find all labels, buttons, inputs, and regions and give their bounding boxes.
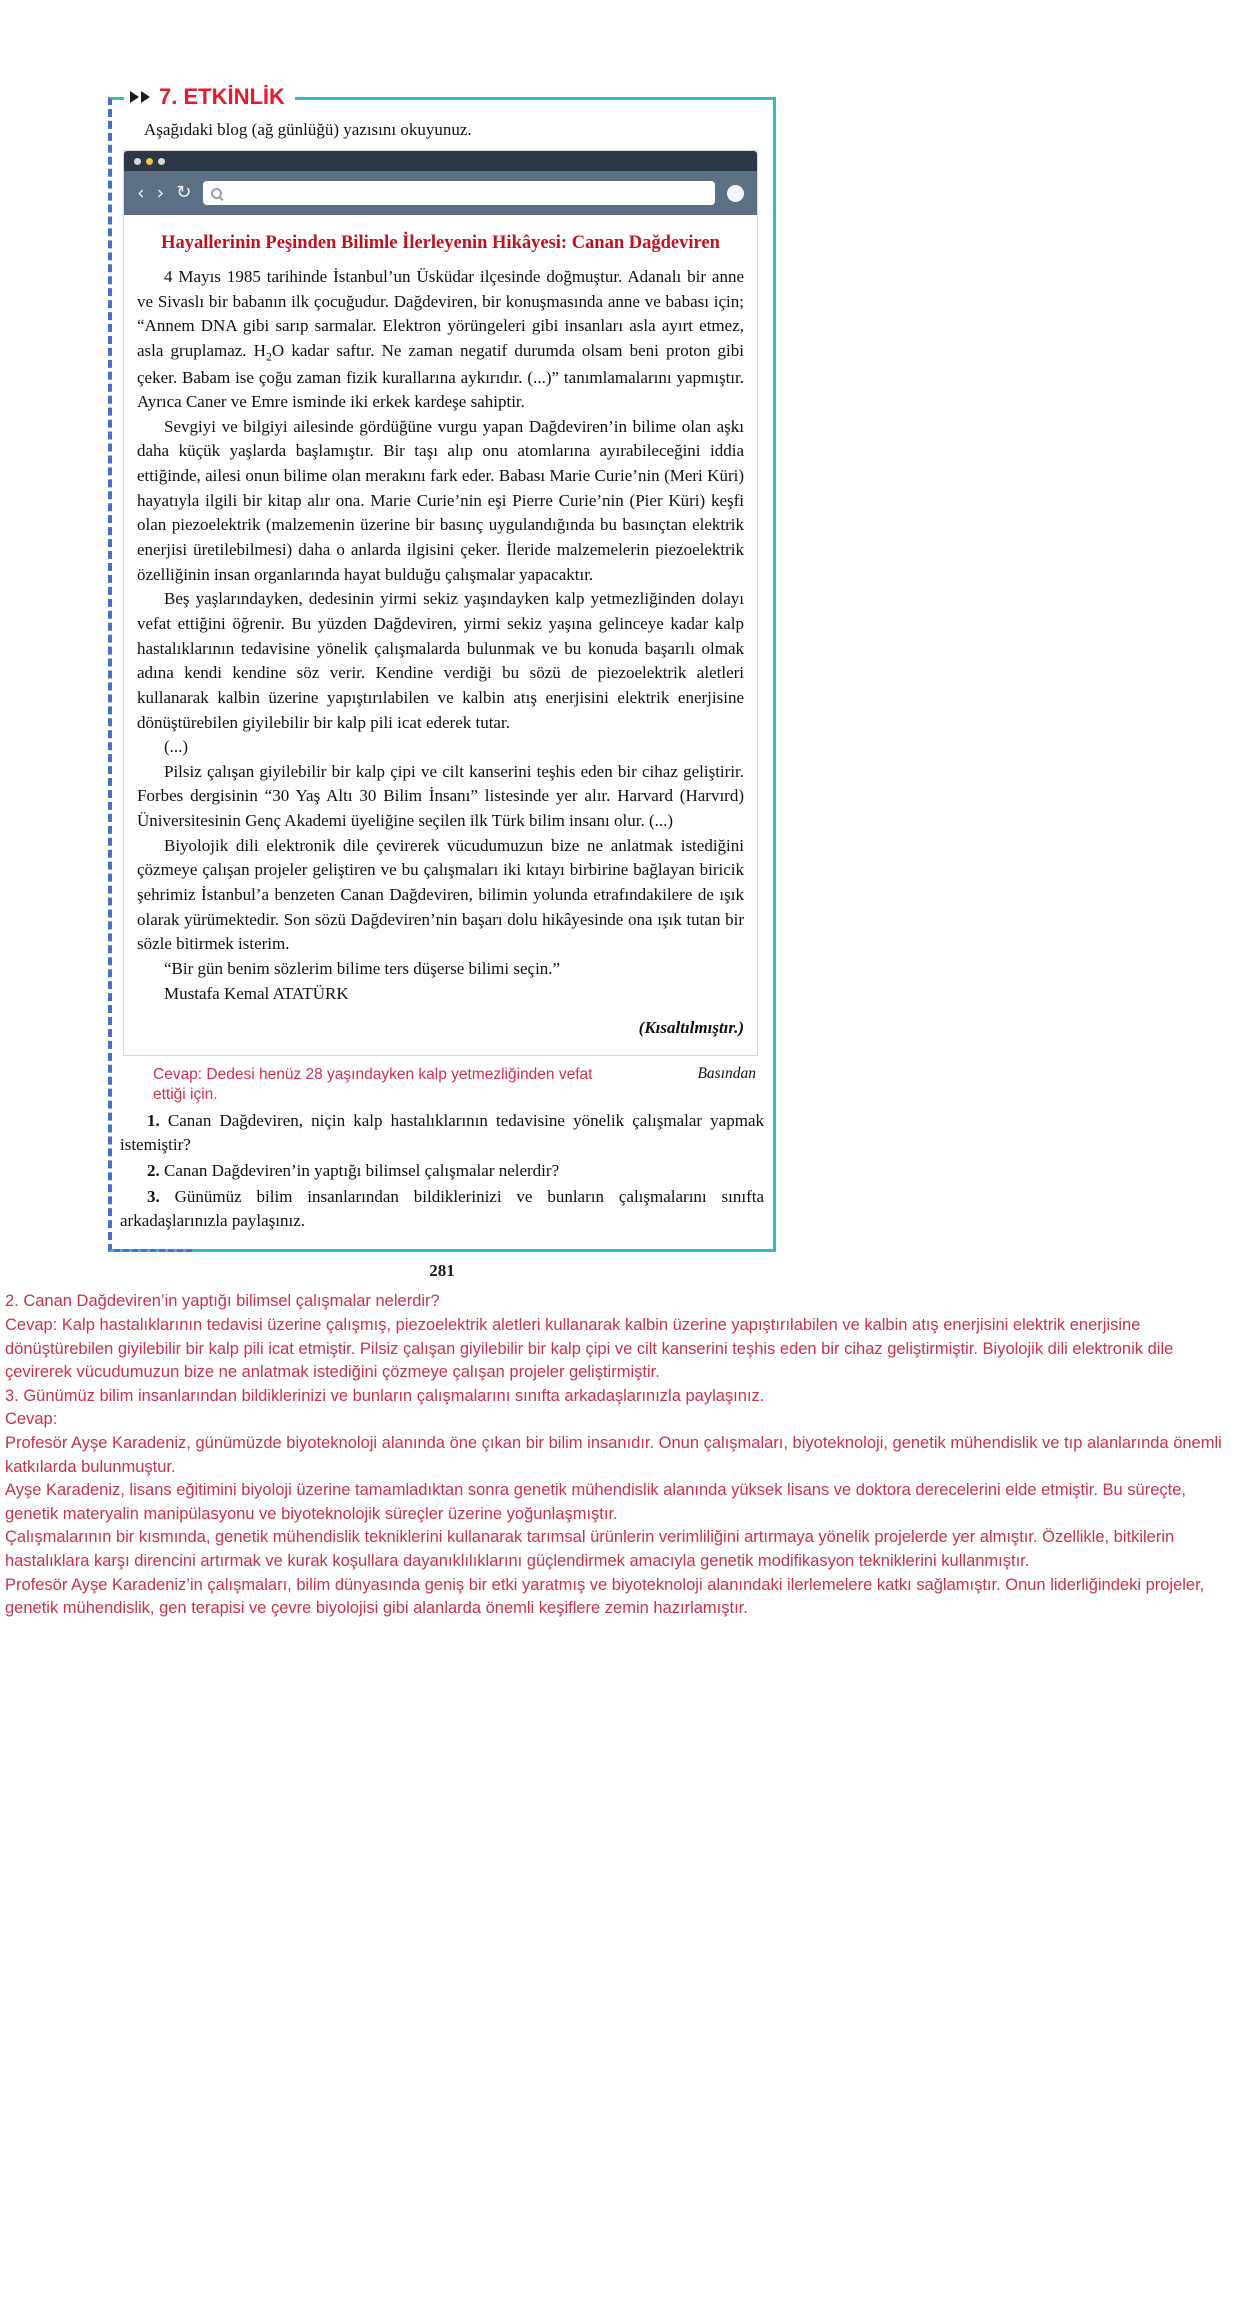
browser-titlebar	[124, 151, 757, 171]
after-browser-row	[123, 1065, 758, 1107]
blog-quote: “Bir gün benim sözlerim bilime ters düşerse bilimi seçin.”	[164, 958, 561, 978]
activity-box	[108, 84, 776, 1252]
blog-paragraph-5: Biyolojik dili elektronik dile çevirerek vücudumuzun bize ne anlatmak istediğini çözmeye çalışan projeler geliştiren ve bu çalışmaları iki kıtayı birbirine bağlayan biricik şehrimiz İstanbul’a benzeten Canan Dağdeviren, bilimin yolunda etrafındakilere de ışık olarak yürümektedir. Son sözü Dağdeviren’nin başarı dolu hikâyesinde ona ışık tutan bir sözle bitirmek isterim.	[137, 835, 744, 954]
blog-content	[124, 215, 757, 1055]
annotation-question-3: 3. Günümüz bilim insanlarından bildiklerinizi ve bunların çalışmalarını sınıfta arkadaşlarınızla paylaşınız.	[5, 1386, 765, 1405]
browser-toolbar	[124, 171, 757, 215]
window-control-dot-2[interactable]	[146, 158, 153, 165]
question-3	[120, 1185, 764, 1233]
blog-quote-author: Mustafa Kemal ATATÜRK	[164, 983, 349, 1003]
question-1	[120, 1109, 764, 1157]
browser-window	[123, 150, 758, 1056]
double-arrow-icon	[130, 91, 150, 103]
annotation-answer-3-paragraph-2: Ayşe Karadeniz, lisans eğitimini biyoloji üzerine tamamladıktan sonra genetik mühendislik alanında yüksek lisans ve doktora derecelerini elde etmiştir. Bu süreçte, genetik materyalin manipülasyonu ve biyoteknolojik süreçler üzerine yoğunlaşmıştır.	[5, 1481, 1186, 1523]
questions-list	[120, 1109, 764, 1234]
annotation-answer-3-paragraph-4: Profesör Ayşe Karadeniz’in çalışmaları, bilim dünyasında geniş bir etki yaratmış ve biyoteknoloji alanındaki ilerlemelere katkı sağlamıştır. Onun liderliğindeki projeler, genetik mühendislik, gen terapisi ve çevre biyolojisi gibi alanlarda önemli keşiflere zemin hazırlamıştır.	[5, 1575, 1205, 1618]
activity-title-text: 7. ETKİNLİK	[159, 84, 285, 109]
forward-icon[interactable]: ›	[156, 181, 165, 204]
handwritten-answer-1: Cevap: Dedesi henüz 28 yaşındayken kalp yetmezliğinden vefat ettiği için.	[153, 1065, 593, 1103]
activity-heading	[124, 83, 295, 111]
annotation-cevap-label: Cevap:	[5, 1410, 58, 1429]
window-control-dot-1[interactable]	[134, 158, 141, 165]
address-input[interactable]	[229, 182, 707, 204]
blog-paragraph-3: Beş yaşlarındayken, dedesinin yirmi sekiz yaşındayken kalp yetmezliğinden dolayı vefat ettiğini öğrenir. Bu yüzden Dağdeviren, yirmi sekiz yaşına gelinceye kadar kalp hastalıklarının tedavisine yönelik çalışmalarda bulunmak ve bu konuda başarılı olmak adına kendi kendine söz verir. Kendine verdiği bu sözü de piezoelektrik aletleri kullanarak kalbin üzerine yapıştırılabilen ve kalbin atış enerjisini elektrik enerjisine dönüştürebilen giyilebilir bir kalp pili icat ederek tutar.	[137, 589, 744, 732]
blog-title: Hayallerinin Peşinden Bilimle İlerleyenin Hikâyesi: Canan Dağdeviren	[161, 233, 720, 253]
blog-paragraph-1-a: 4 Mayıs 1985 tarihinde İstanbul’un Üsküdar ilçesinde doğmuştur. Adanalı bir anne ve Sivaslı bir babanın ilk çocuğudur. Dağdeviren, bir konuşmasında anne ve babası için; “Annem DNA gibi sarıp sarmalar. Elektron yörüngeleri gibi insanları asla ayırt etmez, asla gruplamaz. H	[137, 266, 744, 360]
refresh-icon[interactable]: ↻	[176, 182, 192, 203]
blog-paragraph-4: Pilsiz çalışan giyilebilir bir kalp çipi ve cilt kanserini teşhis eden bir cihaz geliştirir. Forbes dergisinin “30 Yaş Altı 30 Bilim İnsanı” listesinde yer alır. Harvard (Harvırd) Üniversitesinin Genç Akademi üyeliğine seçilen ilk Türk bilim insanı olur. (...)	[137, 761, 744, 831]
question-1-text: Canan Dağdeviren, niçin kalp hastalıklarının tedavisine yönelik çalışmalar yapmak istemiştir?	[120, 1110, 764, 1154]
question-3-text: Günümüz bilim insanlarından bildiklerinizi ve bunların çalışmalarını sınıfta arkadaşlarınızla paylaşınız.	[120, 1187, 765, 1231]
instruction-text: Aşağıdaki blog (ağ günlüğü) yazısını okuyunuz.	[144, 120, 472, 139]
annotation-answer-3-paragraph-3: Çalışmalarının bir kısmında, genetik mühendislik tekniklerini kullanarak tarımsal ürünlerin verimliliğini artırmaya yönelik projelerde yer almıştır. Özellikle, bitkilerin hastalıklara karşı direncini artırmak ve kurak koşullara dayanıklılıklarını güçlendirmek amacıyla genetik modifikasyon tekniklerini kullanmıştır.	[5, 1528, 1175, 1570]
blog-paragraph-2: Sevgiyi ve bilgiyi ailesinde gördüğüne vurgu yapan Dağdeviren’in bilime olan aşkı daha küçük yaşlarda başlamıştır. Bir taşı alıp onu atomlarına ayırabileceğini iddia ettiğinde, ailesi onun bilime olan merakını fark eder. Babası Marie Curie’nin (Meri Küri) hayatıyla ilgili bir kitap alır ona. Marie Curie’nin eşi Pierre Curie’nin (Pier Küri) keşfi olan piezoelektrik (malzemenin üzerine bir basınç uygulandığında bu basınçtan elektrik enerjisi üretilebilmesi) daha o anlarda ilgisini çeker. İleride malzemelerin piezoelektrik özelliğinin insan organlarında hayat bulduğu çalışmalar yapacaktır.	[137, 416, 744, 584]
question-3-number: 3.	[147, 1187, 160, 1207]
blog-paragraph-1-b: O kadar saftır. Ne zaman negatif durumda olsam beni proton gibi çeker. Babam ise çoğu zaman fizik kurallarına aykırıdır. (...)” tanımlamalarını yapmıştır. Ayrıca Caner ve Emre isminde iki erkek kardeşe sahiptir.	[137, 340, 744, 412]
question-2-text: Canan Dağdeviren’in yaptığı bilimsel çalışmalar nelerdir?	[164, 1161, 560, 1181]
source-label: Basından	[697, 1064, 756, 1082]
annotation-answer-3-paragraph-1: Profesör Ayşe Karadeniz, günümüzde biyoteknoloji alanında öne çıkan bir bilim insanıdır. Onun çalışmaları, biyoteknoloji, genetik mühendislik ve tıp alanlarında önemli katkılarda bulunmuştur.	[5, 1434, 1222, 1476]
subscript-2: 2	[265, 349, 272, 364]
address-bar[interactable]	[203, 181, 715, 205]
page-number: 281	[429, 1261, 455, 1281]
search-icon	[211, 188, 222, 199]
blog-paragraph-1	[137, 265, 744, 415]
annotation-answers	[5, 1290, 1236, 1620]
annotation-question-2: 2. Canan Dağdeviren’in yaptığı bilimsel çalışmalar nelerdir?	[5, 1292, 440, 1311]
annotation-answer-2: Cevap: Kalp hastalıklarının tedavisi üzerine çalışmış, piezoelektrik aletleri kullanarak kalbin üzerine yapıştırılabilen ve kalbin atış enerjisini elektrik enerjisine dönüştürebilen giyilebilir bir kalp pili icat etmiştir. Pilsiz çalışan giyilebilir bir kalp çipi ve cilt kanserini teşhis eden bir cihaz geliştirmiştir. Biyolojik dili elektronik dile çevirerek vücudumuzun bize ne anlatmak istediğini çözmeye çalışan projeler geliştirmiştir.	[5, 1316, 1174, 1382]
question-2	[120, 1159, 764, 1183]
back-icon[interactable]: ‹	[137, 181, 145, 204]
ellipsis-line: (...)	[164, 737, 189, 757]
question-2-number: 2.	[147, 1161, 160, 1181]
question-1-number: 1.	[147, 1110, 160, 1130]
abridged-note: (Kısaltılmıştır.)	[638, 1018, 744, 1038]
window-control-dot-3[interactable]	[158, 158, 165, 165]
profile-icon[interactable]	[727, 185, 744, 202]
